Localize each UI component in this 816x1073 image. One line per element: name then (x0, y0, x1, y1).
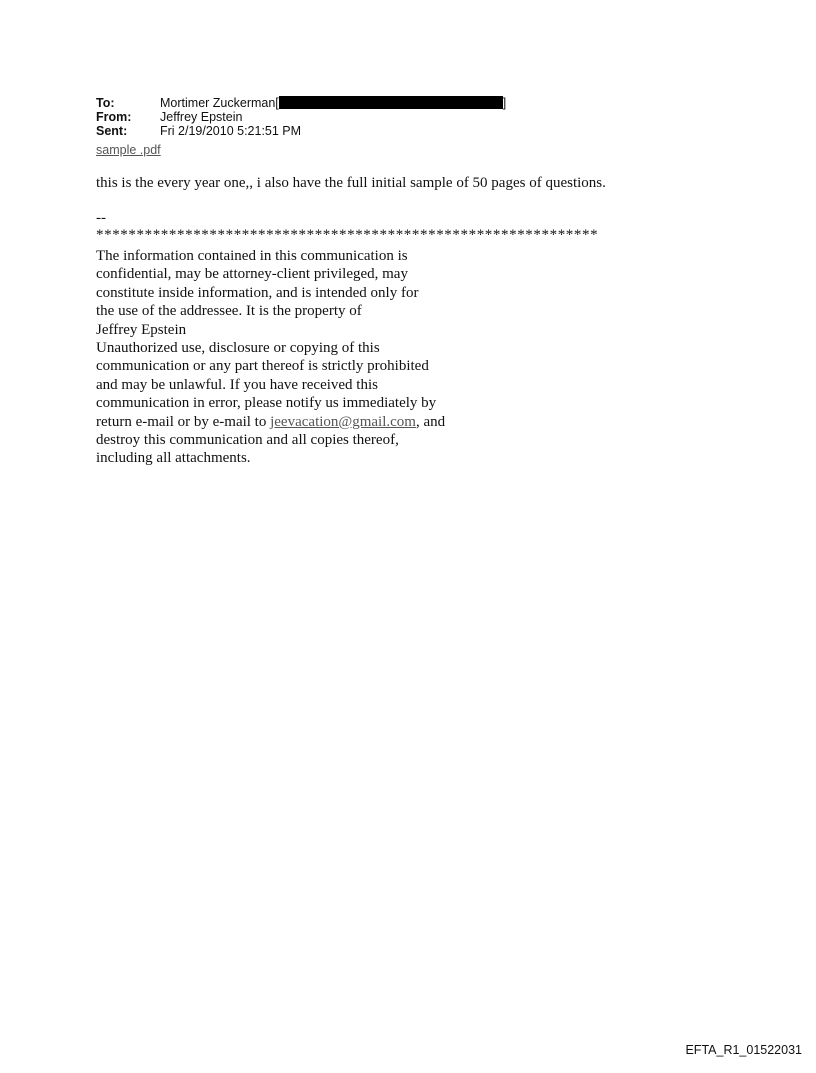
disclaimer-line: communication in error, please notify us immediately by (96, 395, 437, 412)
redaction-block (279, 96, 503, 109)
disclaimer-line: and may be unlawful. If you have received this (96, 376, 378, 393)
to-label: To: (96, 96, 115, 110)
disclaimer-line: Jeffrey Epstein (96, 321, 187, 338)
from-value: Jeffrey Epstein (160, 110, 243, 124)
disclaimer-line: confidential, may be attorney-client privileged, may (96, 266, 408, 283)
asterisk-divider: ************************************************************** (96, 227, 599, 243)
confidentiality-disclaimer (96, 247, 445, 468)
disclaimer-line: destroy this communication and all copies thereof, (96, 432, 399, 449)
to-recipient-name: Mortimer Zuckerman (160, 96, 276, 110)
disclaimer-line: The information contained in this communication is (96, 248, 408, 264)
signature-separator: -- (96, 210, 106, 226)
disclaimer-line: the use of the addressee. It is the property of (96, 303, 362, 320)
attachment-link[interactable]: sample .pdf (96, 143, 161, 157)
to-value (160, 96, 506, 110)
document-id: EFTA_R1_01522031 (685, 1043, 802, 1057)
sent-label: Sent: (96, 124, 128, 138)
email-body: this is the every year one,, i also have the full initial sample of 50 pages of questions. (96, 175, 606, 191)
to-row (96, 96, 506, 110)
sent-value: Fri 2/19/2010 5:21:51 PM (160, 124, 302, 138)
disclaimer-text: , and (415, 413, 446, 430)
sent-row (96, 124, 506, 138)
disclaimer-line: including all attachments. (96, 450, 251, 467)
to-bracket-open: [ (275, 96, 279, 110)
from-row (96, 110, 506, 124)
contact-email-link[interactable]: jeevacation@gmail.com (270, 413, 416, 430)
disclaimer-line-with-email (96, 413, 445, 431)
disclaimer-line: constitute inside information, and is intended only for (96, 284, 419, 301)
disclaimer-text: return e-mail or by e-mail to (96, 413, 271, 430)
from-label: From: (96, 110, 132, 124)
disclaimer-line: Unauthorized use, disclosure or copying of this (96, 340, 380, 357)
disclaimer-line: communication or any part thereof is strictly prohibited (96, 358, 429, 375)
to-bracket-close: ] (502, 96, 507, 110)
email-header (96, 96, 506, 138)
